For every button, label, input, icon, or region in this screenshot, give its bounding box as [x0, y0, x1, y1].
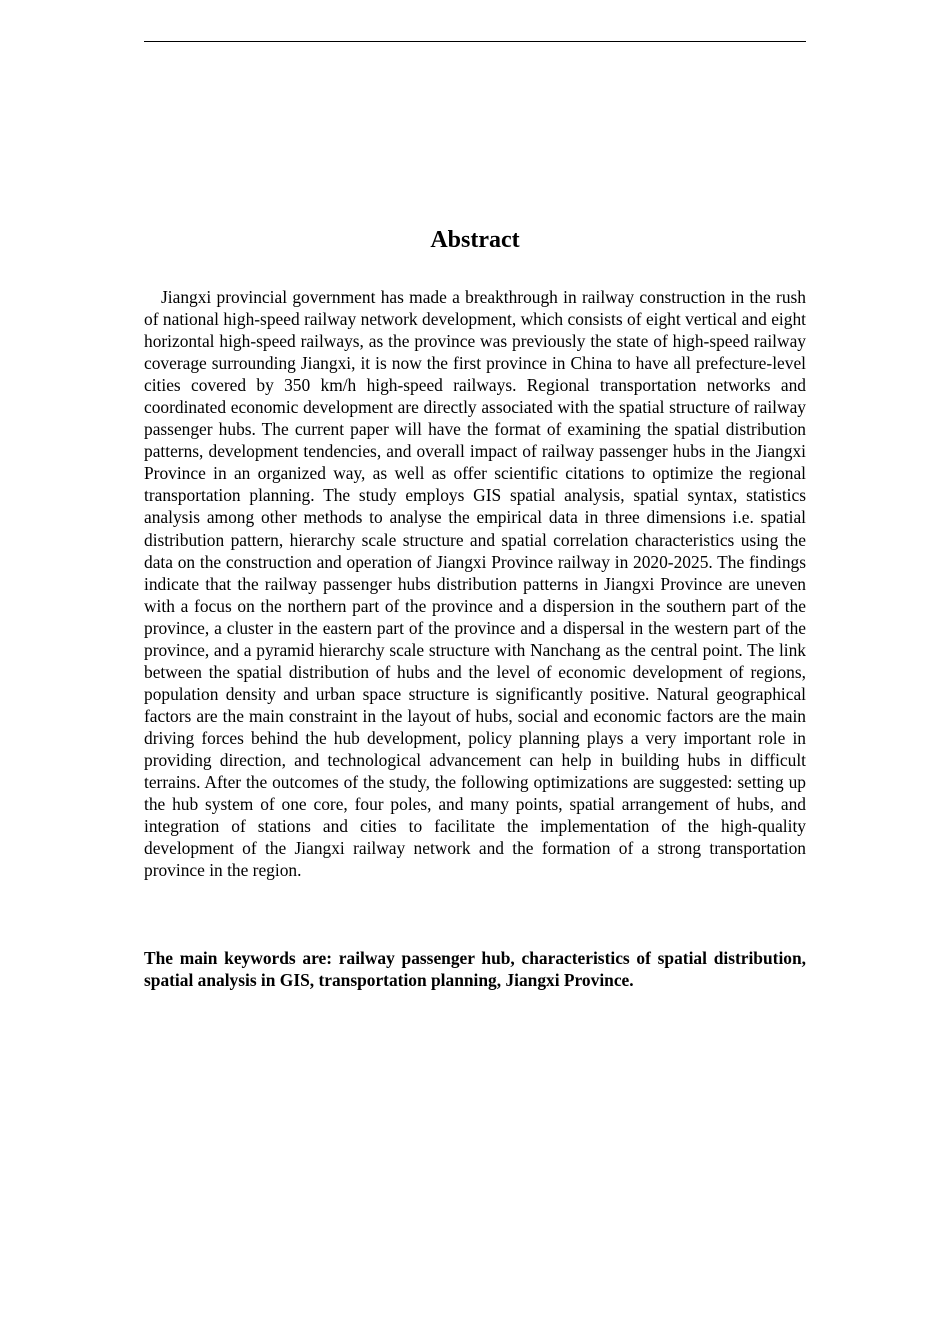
page-title: Abstract [430, 227, 520, 253]
keywords-paragraph: The main keywords are: railway passenger hub, characteristics of spatial distribution, spatial analysis in GIS, transportation planning, Jiangxi Province. [144, 948, 806, 990]
abstract-body: Jiangxi provincial government has made a breakthrough in railway construction in the rush of national high-speed railway network development, which consists of eight vertical and eight horizontal high-speed railways, as the province was previously the state of high-speed railway coverage surrounding Jiangxi, it is now the first province in China to have all prefecture-level cities covered by 350 km/h high-speed railways. Regional transportation networks and coordinated economic development are directly associated with the spatial structure of railway passenger hubs. The current paper will have the format of examining the spatial distribution patterns, development tendencies, and overall impact of railway passenger hubs in the Jiangxi Province in an organized way, as well as offer scientific citations to optimize the regional transportation planning. The study employs GIS spatial analysis, spatial syntax, statistics analysis among other methods to analyse the empirical data in three dimensions i.e. spatial distribution pattern, hierarchy scale structure and spatial correlation characteristics using the data on the construction and operation of Jiangxi Province railway in 2020-2025. The findings indicate that the railway passenger hubs distribution patterns in Jiangxi Province are uneven with a focus on the northern part of the province and a dispersion in the southern part of the province, a cluster in the eastern part of the province and a dispersal in the western part of the province, and a pyramid hierarchy scale structure with Nanchang as the central point. The link between the spatial distribution of hubs and the level of economic development of regions, population density and urban space structure is significantly positive. Natural geographical factors are the main constraint in the layout of hubs, social and economic factors are the main driving forces behind the hub development, policy planning plays a very important role in providing direction, and technological advancement can help in building hubs in difficult terrains. After the outcomes of the study, the following optimizations are suggested: setting up the hub system of one core, four poles, and many points, spatial arrangement of hubs, and integration of stations and cities to facilitate the implementation of the high-quality development of the Jiangxi railway network and the formation of a strong transportation province in the region. [144, 287, 806, 881]
header-rule [144, 41, 806, 42]
